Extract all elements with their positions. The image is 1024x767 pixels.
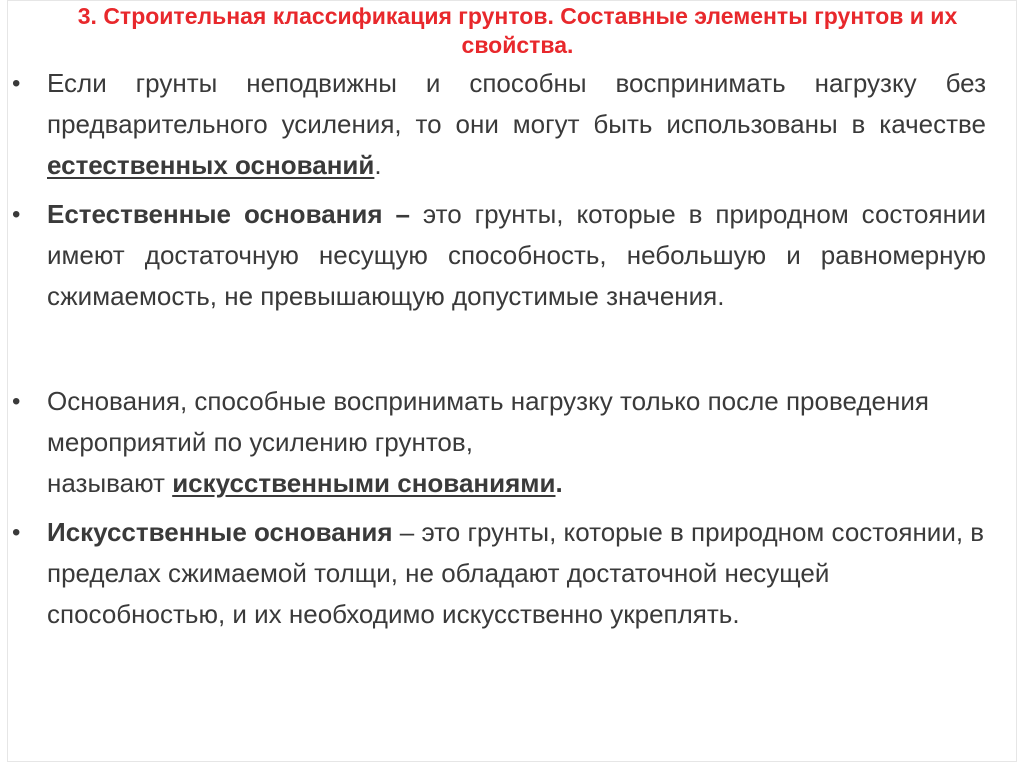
term-natural-foundations: естественных оснований [47,150,375,180]
bullet-dot: • [12,201,21,228]
term-artificial-foundations: искусственными снованиями [172,468,556,498]
bullet-text: это грунты, которые в природном состоянии имеют достаточную несущую способность, небольшую и равномерную сжимаемость, не превышающую допустимые значения. [47,199,986,311]
bullet-dot: • [12,70,21,97]
bullet-text: Если грунты неподвижны и способны воспринимать нагрузку без предварительного усиления, то они могут быть использованы в качестве [47,68,986,139]
bullet-text: . [555,468,563,498]
bullet-dot: • [12,388,21,415]
bullet-item [0,381,1024,504]
bullet-item [0,63,1024,186]
bullet-item [0,194,1024,317]
bullet-text: Основания, способные воспринимать нагрузку только после проведения мероприятий по усилению грунтов, [47,386,929,457]
term-natural-foundations-definition: Естественные основания – [47,199,410,229]
bullet-list [0,63,1024,635]
bullet-text: . [374,150,382,180]
bullet-item [0,512,1024,635]
bullet-text: называют [47,468,173,498]
slide-title: 3. Строительная классификация грунтов. Составные элементы грунтов и их свойства. [77,3,958,58]
bullet-dot: • [12,519,21,546]
bullet-text: – это грунты, которые в природном состоянии, в пределах сжимаемой толщи, не обладают достаточной несущей способностью, и их необходимо искусственно укреплять. [47,517,985,629]
term-artificial-foundations-definition: Искусственные основания [47,517,393,547]
